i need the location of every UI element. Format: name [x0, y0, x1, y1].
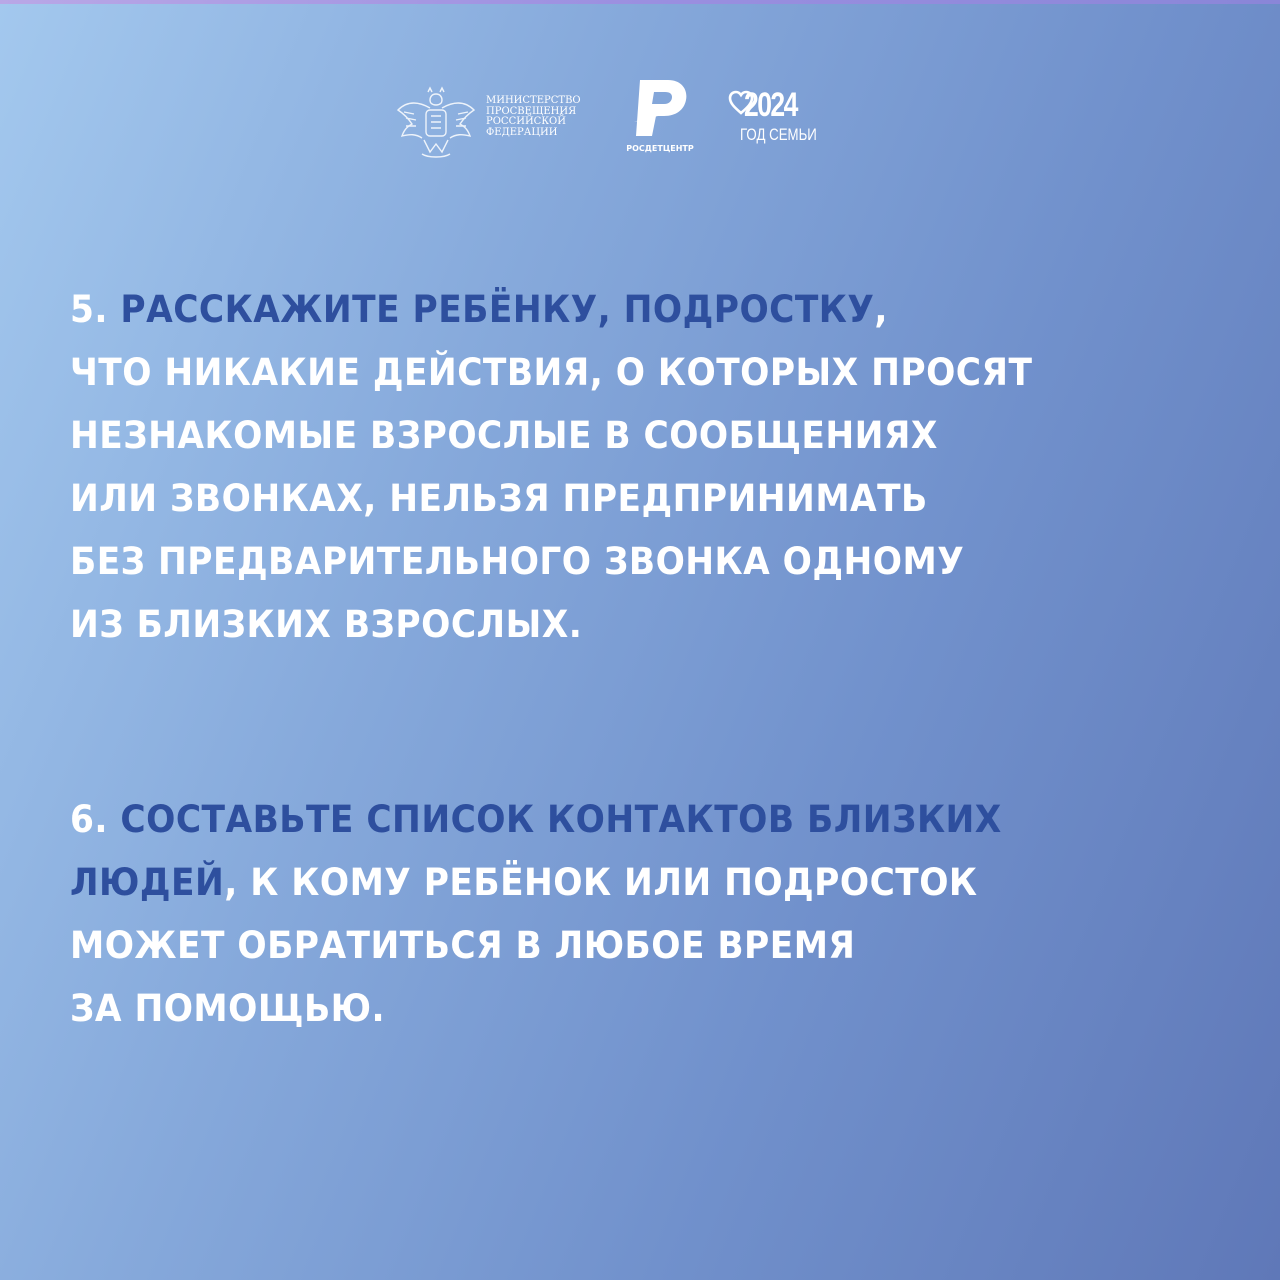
year-caption: ГОД СЕМЬИ [740, 125, 817, 144]
eagle-emblem-icon [394, 80, 478, 164]
tip-line [70, 788, 1167, 851]
tip-highlight: СОСТАВЬТЕ СПИСОК КОНТАКТОВ БЛИЗКИХ [120, 798, 1002, 841]
tip-highlight: ЛЮДЕЙ [70, 861, 225, 904]
tip-number: 5. [70, 288, 108, 331]
year-of-family-logo [728, 84, 838, 164]
tip-5 [70, 278, 1167, 656]
tip-line: НЕЗНАКОМЫЕ ВЗРОСЛЫЕ В СООБЩЕНИЯХ [70, 414, 938, 457]
tip-line: ИЗ БЛИЗКИХ ВЗРОСЛЫХ. [70, 603, 583, 646]
tip-line: ЗА ПОМОЩЬЮ. [70, 987, 386, 1030]
year-number: 2024 [744, 86, 797, 124]
tip-line [70, 278, 1167, 341]
ministry-line: МИНИСТЕРСТВО [486, 95, 581, 106]
ministry-line: РОССИЙСКОЙ [486, 116, 566, 127]
ministry-line: ПРОСВЕЩЕНИЯ [486, 105, 577, 117]
ministry-logo [394, 80, 594, 160]
tip-line: ЧТО НИКАКИЕ ДЕЙСТВИЯ, О КОТОРЫХ ПРОСЯТ [70, 351, 1033, 394]
tip-text: , [874, 288, 888, 331]
tip-line: ИЛИ ЗВОНКАХ, НЕЛЬЗЯ ПРЕДПРИНИМАТЬ [70, 477, 928, 520]
tip-6 [70, 788, 1167, 1040]
logo-bar [0, 70, 1280, 170]
rosdetcenter-logo [612, 78, 708, 158]
rosdetcenter-name: РОСДЕТЦЕНТР [626, 144, 694, 153]
ministry-name [486, 96, 596, 138]
top-accent-strip [0, 0, 1280, 4]
tip-line: БЕЗ ПРЕДВАРИТЕЛЬНОГО ЗВОНКА ОДНОМУ [70, 540, 965, 583]
ministry-line: ФЕДЕРАЦИИ [486, 126, 558, 138]
tip-line [70, 851, 1167, 914]
tip-number: 6. [70, 798, 108, 841]
r-letter-logo-icon [630, 78, 690, 140]
tip-highlight: РАССКАЖИТЕ РЕБЁНКУ, ПОДРОСТКУ [120, 288, 875, 331]
tip-line: МОЖЕТ ОБРАТИТЬСЯ В ЛЮБОЕ ВРЕМЯ [70, 924, 856, 967]
tip-text: , К КОМУ РЕБЁНОК ИЛИ ПОДРОСТОК [224, 861, 978, 904]
